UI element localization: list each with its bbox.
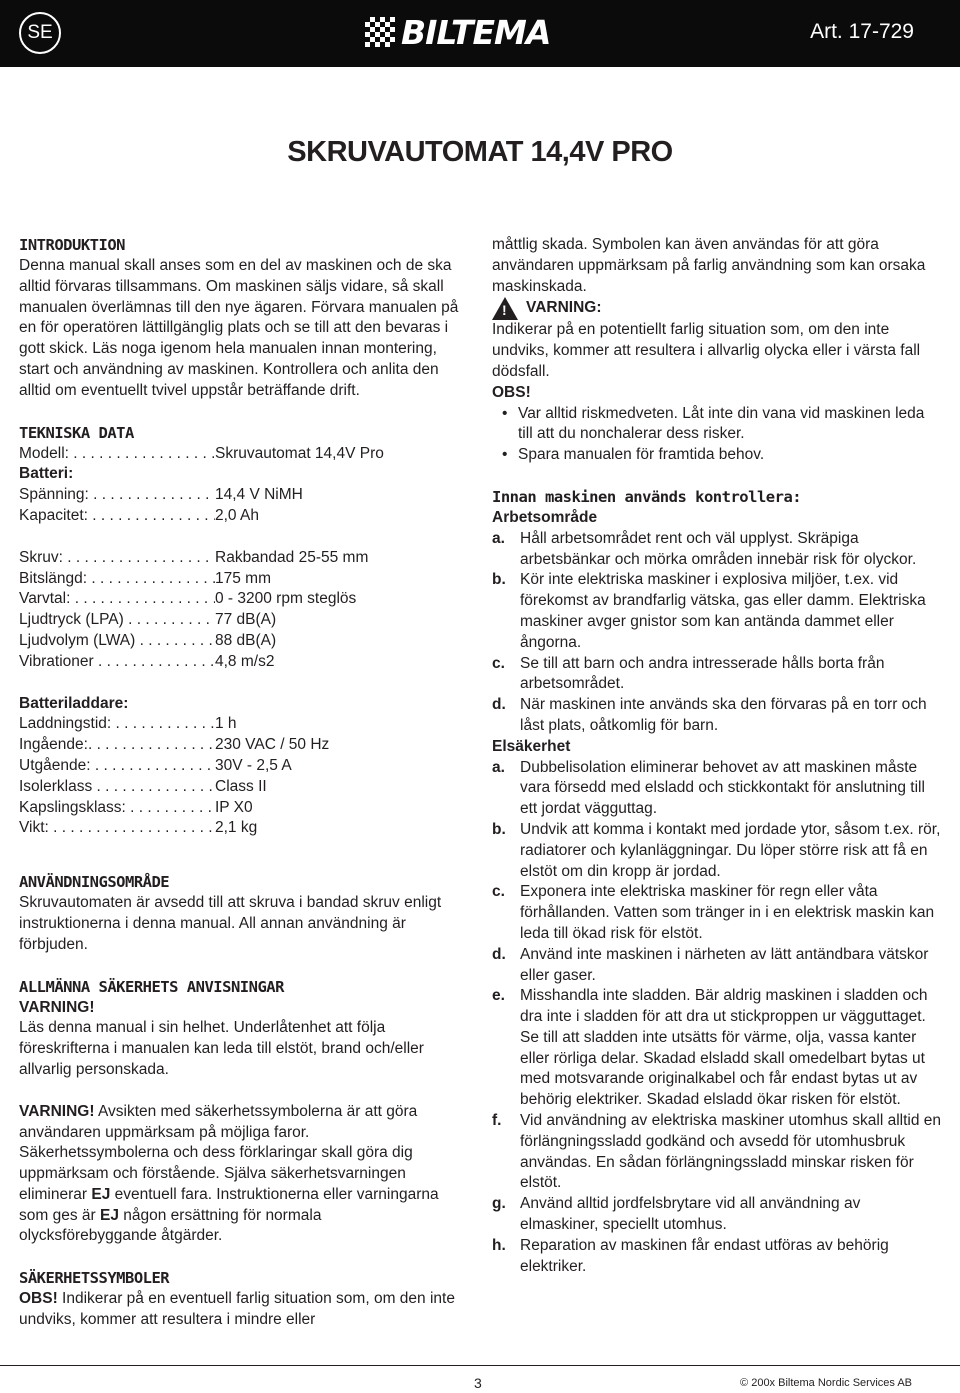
list-item: b. Kör inte elektriska maskiner i explosiva miljöer, t.ex. vid förekomst av brandfarlig vätska, gas eller damm. Elektriska maskiner avger gnistor som kan antända dammet eller ångorna. (492, 571, 926, 651)
list-item: a. Dubbelisolation eliminerar behovet av att maskinen måste vara försedd med elsladd och stickkontakt för anslutning till ett jordat vägguttag. (492, 758, 925, 818)
checkered-flag-icon (365, 17, 395, 47)
page-number: 3 (474, 1375, 482, 1391)
warning-triangle-icon (492, 297, 518, 320)
list-item: a. Håll arbetsområdet rent och väl upplyst. Skräpiga arbetsbänkar och mörka områden innebär risk för olyckor. (492, 529, 917, 568)
brand-name: BILTEMA (401, 12, 551, 52)
list-item: d. När maskinen inte används ska den förvaras på en torr och låst plats, oåtkomlig för barn. (492, 696, 927, 734)
header-bar (0, 0, 960, 67)
spec-row: Kapslingsklass: . . . IP X0 (19, 798, 459, 819)
usage-text: Skruvautomaten är avsedd till att skruva i bandad skruv enligt instruktionerna i denna manual. All annan användning är förbjuden. (19, 894, 442, 953)
language-badge: SE (19, 12, 61, 54)
bullet-icon: • (502, 404, 508, 422)
spec-row: Varvtal: . . . 0 - 3200 rpm steglös (19, 589, 459, 610)
spec-row: Modell: . . . Skruvautomat 14,4V Pro (19, 444, 459, 465)
spec-row: Vibrationer . . . 4,8 m/s2 (19, 652, 459, 673)
warning-text: Indikerar på en potentiellt farlig situation som, om den inte undviks, kommer att resultera i allvarlig olycka eller i värsta fall dödsfall. (492, 321, 921, 380)
safety-heading: ALLMÄNNA SÄKERHETS ANVISNINGAR (19, 977, 284, 996)
check-heading: Innan maskinen används kontrollera: (492, 487, 802, 506)
article-number: Art. 17-729 (810, 20, 914, 43)
footer-divider (0, 1365, 960, 1366)
tech-heading: TEKNISKA DATA (19, 423, 134, 442)
right-column (492, 235, 942, 1277)
spec-row: Vikt: . . . 2,1 kg (19, 818, 459, 839)
warning-text: Läs denna manual i sin helhet. Underlåtenhet att följa föreskrifterna i manualen kan leda till elstöt, brand och/eller allvarlig personskada. (19, 1019, 424, 1078)
left-column (19, 235, 459, 1331)
work-area-title: Arbetsområde (492, 508, 598, 526)
intro-heading: INTRODUKTION (19, 236, 125, 254)
list-item: f. Vid användning av elektriska maskiner utomhus skall alltid en förlängningssladd godkänd och avsedd för utomhusbruk användas. En sådan förlängningssladd minskar risken för elstöt. (492, 1112, 942, 1192)
electrical-safety-title: Elsäkerhet (492, 737, 571, 755)
list-item: g. Använd alltid jordfelsbrytare vid all användning av elmaskiner, speciellt utomhus. (492, 1195, 861, 1234)
spec-row: Spänning: . . . 14,4 V NiMH (19, 485, 459, 506)
warning-paragraph: VARNING! Avsikten med säkerhetssymbolerna är att göra användaren uppmärksam på möjliga faror. Säkerhetssymbolerna och dess förklaringar skall göra dig uppmärksam och förstående. Själva säkerhetsvarningen eliminerar EJ eventuell fara. Instruktionerna eller varningarna som ges är EJ någon ersättning för normala olycksförebyggande åtgärder. (19, 1102, 439, 1245)
list-item: • Var alltid riskmedveten. Låt inte din vana vid maskinen leda till att du nonchalerar dess risker. (492, 404, 942, 446)
charger-title: Batteriladdare: (19, 694, 129, 712)
usage-heading: ANVÄNDNINGSOMRÅDE (19, 873, 170, 892)
spec-row: Utgående: . . . 30V - 2,5 A (19, 756, 459, 777)
warning-title: VARNING: (526, 299, 602, 317)
spec-row: Ljudtryck (LPA) . . . 77 dB(A) (19, 610, 459, 631)
spec-row: Bitslängd: . . . 175 mm (19, 569, 459, 590)
brand-logo (365, 14, 550, 50)
page-title: SKRUVAUTOMAT 14,4V PRO (287, 136, 673, 168)
spec-row: Ljudvolym (LWA) . . . 88 dB(A) (19, 631, 459, 652)
list-item: c. Exponera inte elektriska maskiner för regn eller våta förhållanden. Vatten som tränger in i en elektrisk maskin kan leda till ökad risk för elstöt. (492, 883, 935, 942)
spec-row: Isolerklass . . . Class II (19, 777, 459, 798)
obs-title: OBS! (492, 383, 531, 401)
symbols-heading: SÄKERHETSSYMBOLER (19, 1269, 170, 1288)
spec-row: Skruv: . . . Rakbandad 25-55 mm (19, 548, 459, 569)
bullet-icon: • (502, 446, 508, 464)
battery-title: Batteri: (19, 465, 74, 483)
list-item: b. Undvik att komma i kontakt med jordade ytor, såsom t.ex. rör, radiatorer och kylanläggningar. Du löper större risk att få en elstöt om din kropp är jordad. (492, 820, 941, 880)
spec-row: Ingående:. . . . 230 VAC / 50 Hz (19, 735, 459, 756)
spec-row: Kapacitet: . . . 2,0 Ah (19, 506, 459, 527)
obs-paragraph: OBS! Indikerar på en eventuell farlig situation som, om den inte undviks, kommer att resultera i mindre eller (19, 1290, 455, 1329)
copyright: © 200x Biltema Nordic Services AB (740, 1377, 912, 1389)
list-item: h. Reparation av maskinen får endast utföras av behörig elektriker. (492, 1236, 889, 1275)
list-item: e. Misshandla inte sladden. Bär aldrig maskinen i sladden och dra inte i sladden för att dra ut stickproppen ur vägguttaget. Se till att sladden inte utsätts för värme, olja, vassa kanter eller rörliga delar. Skadad elsladd skall omedelbart bytas ut med motsvarande originalkabel och får endast bytas ut av behörig elektriker. Skadad elsladd ökar risken för elstöt. (492, 987, 928, 1109)
obs-continuation: måttlig skada. Symbolen kan även användas för att göra användaren uppmärksam på farlig användning som kan orsaka maskinskada. (492, 236, 926, 295)
list-item: • Spara manualen för framtida behov. (492, 445, 942, 466)
list-item: d. Använd inte maskinen i närheten av lätt antändbara vätskor eller gaser. (492, 945, 929, 984)
warning-title: VARNING! (19, 998, 95, 1016)
intro-text: Denna manual skall anses som en del av maskinen och de ska alltid förvaras tillsammans. Om maskinen säljs vidare, så skall manualen överlämnas till den nye ägaren. Förvara manualen på en för operatören lättillgänglig plats och se till att den bevaras i gott skick. Läs noga igenom hela manualen innan montering, start och användning av maskinen. Kontrollera och anlita den alltid om eventuellt tvivel uppstår beträffande drift. (19, 257, 459, 399)
warning-head (492, 297, 942, 320)
spec-row: Laddningstid: . . . 1 h (19, 714, 459, 735)
list-item: c. Se till att barn och andra intresserade hålls borta från arbetsområdet. (492, 654, 885, 693)
